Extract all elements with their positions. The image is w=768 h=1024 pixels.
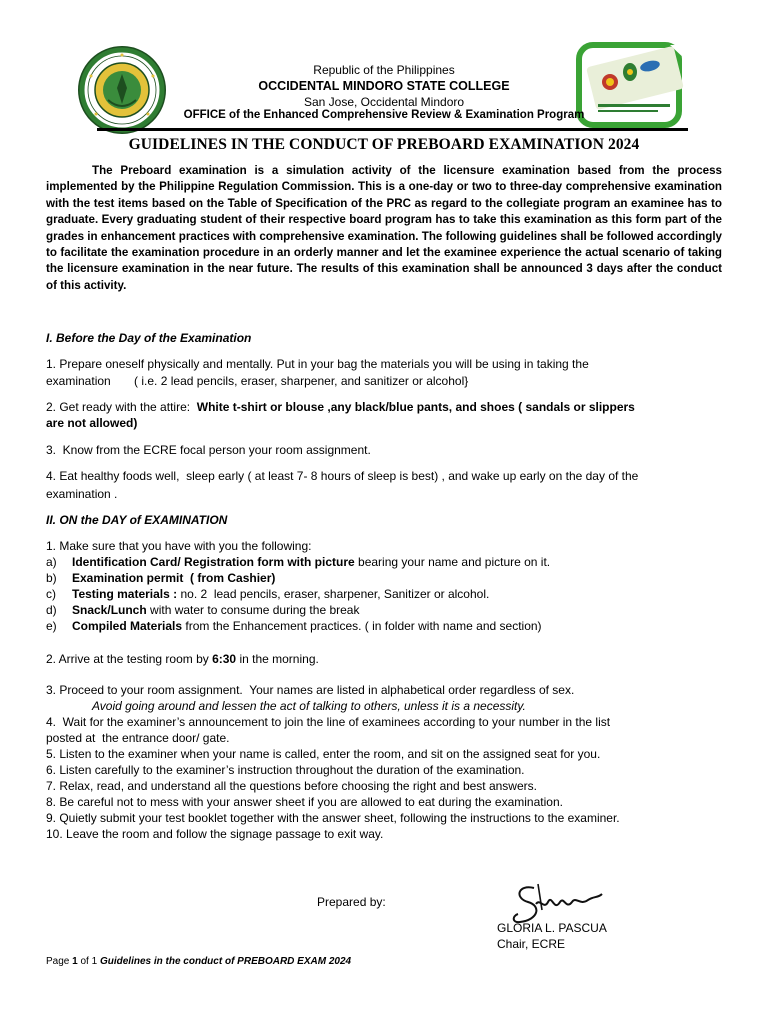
subitem-label: a) [46, 555, 57, 569]
day-subitem-c [46, 586, 489, 602]
day-item-8: 8. Be careful not to mess with your answer sheet if you are allowed to eat during the examination. [46, 795, 563, 809]
day-item-4-line-2: posted at the entrance door/ gate. [46, 731, 230, 745]
footer-of-label: of [77, 956, 92, 967]
footer-total-pages: 1 [91, 956, 98, 967]
before-item-1-line-1: 1. Prepare oneself physically and mentally. Put in your bag the materials you will be using in taking the [46, 357, 589, 371]
page-footer [46, 956, 351, 967]
header-divider [97, 128, 688, 131]
header-office: OFFICE of the Enhanced Comprehensive Review & Examination Program [183, 109, 585, 121]
day-item-2-suffix: in the morning. [236, 652, 319, 666]
day-item-2-time: 6:30 [212, 652, 237, 666]
day-item-3: 3. Proceed to your room assignment. Your names are listed in alphabetical order regardless of sex. [46, 683, 575, 697]
subitem-bold: Testing materials : [72, 587, 178, 601]
day-item-4-line-1: 4. Wait for the examiner’s announcement to join the line of examinees according to your number in the list [46, 715, 611, 729]
footer-document-title: Guidelines in the conduct of PREBOARD EXAM 2024 [97, 956, 352, 967]
header-location: San Jose, Occidental Mindoro [303, 95, 465, 109]
before-item-2-line-1 [46, 399, 635, 415]
day-item-7: 7. Relax, read, and understand all the questions before choosing the right and best answers. [46, 779, 537, 793]
day-subitem-b [46, 570, 275, 586]
subitem-rest: bearing your name and picture on it. [354, 555, 551, 569]
before-item-2-prefix: 2. Get ready with the attire: [46, 400, 197, 414]
subitem-bold: Identification Card/ Registration form with picture [72, 555, 355, 569]
header-republic: Republic of the Philippines [313, 63, 455, 77]
day-item-2 [46, 651, 319, 667]
day-item-2-prefix: 2. Arrive at the testing room by [46, 652, 213, 666]
before-item-2-line-2: are not allowed) [46, 416, 138, 430]
before-item-1-line-2: examination ( i.e. 2 lead pencils, eraser, sharpener, and sanitizer or alcohol} [46, 374, 469, 388]
before-item-4-line-1: 4. Eat healthy foods well, sleep early ( at least 7- 8 hours of sleep is best) , and wake up early on the day of the [46, 469, 639, 483]
signatory-title: Chair, ECRE [497, 937, 566, 951]
subitem-bold: Examination permit ( from Cashier) [72, 571, 276, 585]
subitem-label: e) [46, 619, 57, 633]
day-item-1: 1. Make sure that you have with you the following: [46, 539, 312, 553]
document-title: GUIDELINES IN THE CONDUCT OF PREBOARD EXAMINATION 2024 [128, 136, 640, 153]
before-item-3: 3. Know from the ECRE focal person your room assignment. [46, 443, 371, 457]
day-item-5: 5. Listen to the examiner when your name is called, enter the room, and sit on the assigned seat for you. [46, 747, 601, 761]
day-subitem-d [46, 602, 359, 618]
subitem-label: c) [46, 587, 56, 601]
subitem-rest: from the Enhancement practices. ( in folder with name and section) [182, 619, 542, 633]
day-item-10: 10. Leave the room and follow the signage passage to exit way. [46, 827, 384, 841]
subitem-bold: Snack/Lunch [72, 603, 147, 617]
subitem-bold: Compiled Materials [72, 619, 183, 633]
day-item-6: 6. Listen carefully to the examiner’s instruction throughout the duration of the examination. [46, 763, 525, 777]
intro-paragraph: The Preboard examination is a simulation activity of the licensure examination based from the process implemented by the Philippine Regulation Commission. This is a one-day or two to three-day comprehensive examination with the test items based on the Table of Specification of the PRC as regard to the collegiate program an examinee has to graduate. Every graduating student of their respective board program has to take this examination as this form part of the grades in enhancement practices with comprehensive examination. The following guidelines shall be followed accordingly to facilitate the examination procedure in an orderly manner and let the examinee experience the actual scenario of taking the licensure examination in the near future. The results of this examination shall be announced 3 days after the conduct of this activity. [46, 164, 722, 292]
section-heading-day-of: II. ON the DAY of EXAMINATION [46, 513, 228, 527]
section-heading-before: I. Before the Day of the Examination [46, 331, 252, 345]
header-college-name: OCCIDENTAL MINDORO STATE COLLEGE [258, 79, 510, 93]
subitem-label: d) [46, 603, 57, 617]
before-item-4-line-2: examination . [46, 487, 118, 501]
subitem-rest: no. 2 lead pencils, eraser, sharpener, Sanitizer or alcohol. [177, 587, 490, 601]
footer-page-label: Page [46, 956, 73, 967]
day-item-9: 9. Quietly submit your test booklet together with the answer sheet, following the instructions to the examiner. [46, 811, 620, 825]
signatory-name: GLORIA L. PASCUA [497, 921, 607, 935]
subitem-label: b) [46, 571, 57, 585]
footer-page-number: 1 [72, 956, 78, 967]
prepared-by-label: Prepared by: [317, 895, 386, 909]
before-item-2-attire: White t-shirt or blouse ,any black/blue pants, and shoes ( sandals or slippers [196, 400, 635, 414]
day-subitem-a [46, 554, 550, 570]
day-subitem-e [46, 618, 542, 634]
subitem-rest: with water to consume during the break [146, 603, 360, 617]
day-item-3-note: Avoid going around and lessen the act of talking to others, unless it is a necessity. [92, 699, 526, 713]
